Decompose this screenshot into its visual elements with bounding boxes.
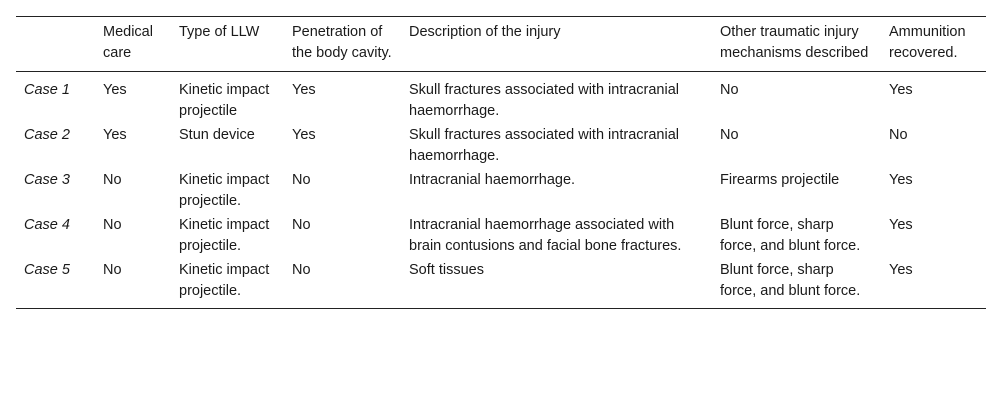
other-mechanisms-cell: No [720, 82, 739, 98]
table-row [16, 213, 986, 258]
description-cell: Skull fractures associated with intracranial haemorrhage. [409, 82, 679, 119]
case-label: Case 1 [24, 82, 70, 98]
penetration-cell: No [292, 262, 311, 278]
type-of-llw-cell: Kinetic impact projectile. [179, 262, 270, 299]
type-of-llw-cell: Kinetic impact projectile. [179, 172, 270, 209]
medical-care-cell: No [103, 217, 122, 233]
medical-care-cell: No [103, 262, 122, 278]
penetration-cell: No [292, 217, 311, 233]
medical-care-cell: Yes [103, 127, 127, 143]
case-label: Case 2 [24, 127, 70, 143]
ammunition-cell: Yes [889, 82, 913, 98]
header-medical-care: Medical care [103, 24, 153, 61]
type-of-llw-cell: Stun device [179, 127, 255, 143]
penetration-cell: Yes [292, 127, 316, 143]
description-cell: Soft tissues [409, 262, 484, 278]
ammunition-cell: Yes [889, 262, 913, 278]
header-other-mechanisms: Other traumatic injury mechanisms described [720, 24, 869, 61]
case-label: Case 4 [24, 217, 70, 233]
other-mechanisms-cell: Blunt force, sharp force, and blunt force. [720, 217, 861, 254]
header-type-of-llw: Type of LLW [179, 24, 260, 40]
table-row [16, 72, 986, 124]
type-of-llw-cell: Kinetic impact projectile [179, 82, 270, 119]
type-of-llw-cell: Kinetic impact projectile. [179, 217, 270, 254]
table-row [16, 258, 986, 309]
other-mechanisms-cell: Firearms projectile [720, 172, 840, 188]
header-ammunition: Ammunition recovered. [889, 24, 966, 61]
other-mechanisms-cell: Blunt force, sharp force, and blunt force. [720, 262, 861, 299]
description-cell: Intracranial haemorrhage. [409, 172, 576, 188]
table-row [16, 168, 986, 213]
ammunition-cell: Yes [889, 172, 913, 188]
description-cell: Skull fractures associated with intracranial haemorrhage. [409, 127, 679, 164]
ammunition-cell: No [889, 127, 908, 143]
case-label: Case 5 [24, 262, 70, 278]
penetration-cell: Yes [292, 82, 316, 98]
header-penetration: Penetration of the body cavity. [292, 24, 392, 61]
cases-table [16, 16, 986, 309]
medical-care-cell: No [103, 172, 122, 188]
header-row [16, 17, 986, 72]
header-case [16, 17, 95, 72]
medical-care-cell: Yes [103, 82, 127, 98]
ammunition-cell: Yes [889, 217, 913, 233]
table-row [16, 123, 986, 168]
penetration-cell: No [292, 172, 311, 188]
description-cell: Intracranial haemorrhage associated with brain contusions and facial bone fractures. [409, 217, 682, 254]
other-mechanisms-cell: No [720, 127, 739, 143]
header-description: Description of the injury [409, 24, 561, 40]
case-label: Case 3 [24, 172, 70, 188]
